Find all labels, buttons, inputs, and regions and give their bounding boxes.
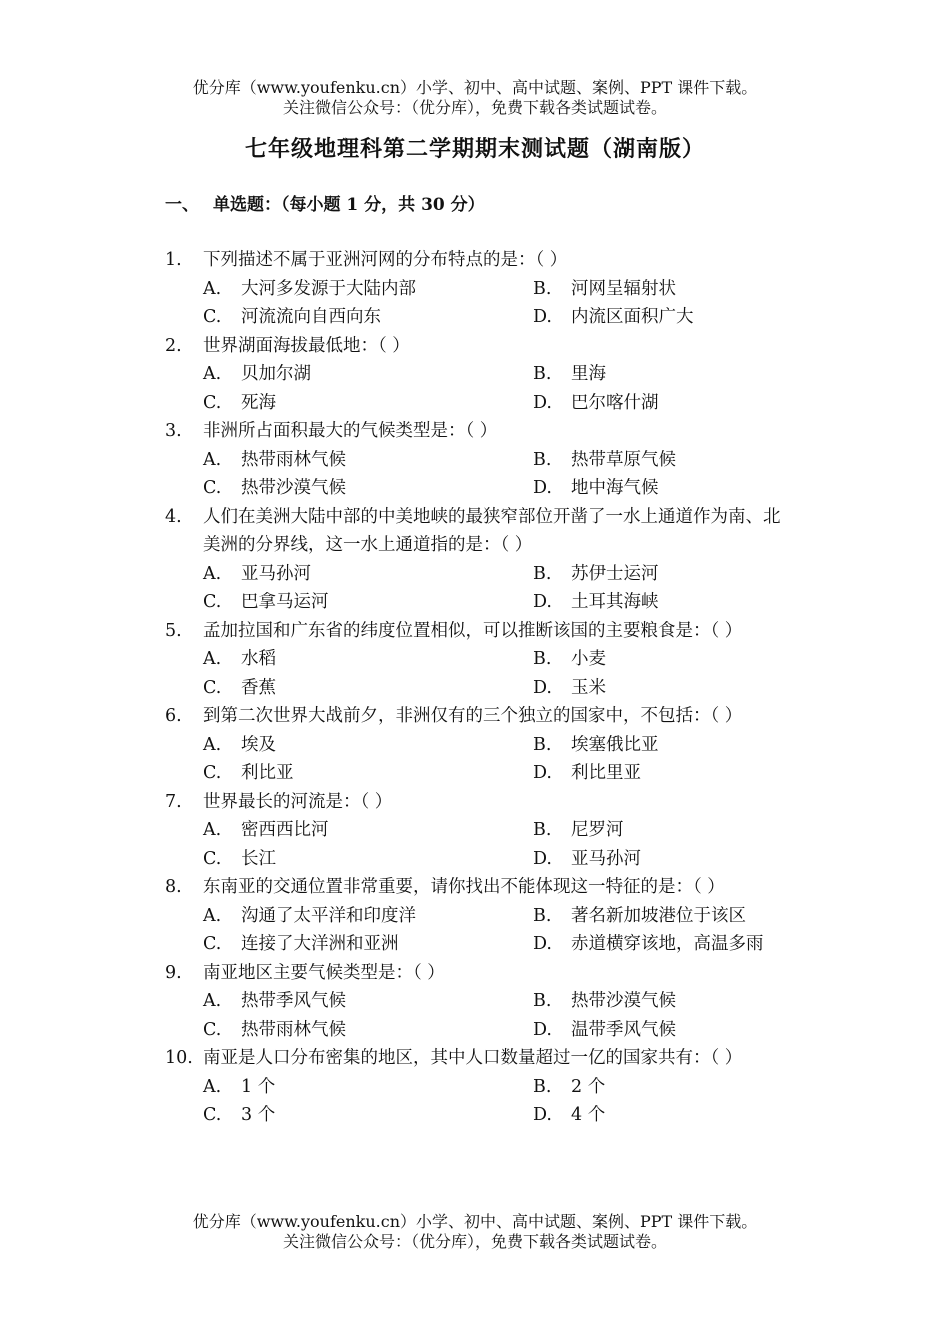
option-b: B. 热带沙漠气候: [533, 991, 676, 1011]
option-b: B. 热带草原气候: [533, 449, 676, 470]
option-b: B. 埃塞俄比亚: [533, 734, 659, 755]
option-c: C. 巴拿马运河: [203, 592, 329, 612]
header-line-1: 优分库（www.youfenku.cn）小学、初中、高中试题、案例、PPT 课件下载。: [192, 78, 758, 97]
option-c: C. 连接了大洋洲和亚洲: [203, 934, 399, 954]
option-d: D. 4 个: [533, 1105, 606, 1125]
section-label: 单选题：（每小题 1 分，共 30 分）: [213, 195, 485, 215]
option-a: A. 大河多发源于大陆内部: [203, 278, 416, 299]
option-a: A. 热带季风气候: [203, 991, 346, 1011]
option-b: B. 小麦: [533, 649, 606, 669]
option-d: D. 内流区面积广大: [533, 307, 694, 327]
question-text: 孟加拉国和广东省的纬度位置相似，可以推断该国的主要粮食是：（ ）: [203, 620, 743, 641]
option-b: B. 2 个: [533, 1076, 606, 1097]
question-number: 3.: [165, 421, 182, 441]
question-text: 世界最长的河流是：（ ）: [203, 791, 393, 812]
option-a: A. 密西西比河: [203, 820, 329, 840]
page-header: [0, 78, 950, 118]
page-footer: [0, 1212, 950, 1252]
footer-line-2: 关注微信公众号：（优分库），免费下载各类试题试卷。: [282, 1232, 667, 1251]
option-b: B. 苏伊士运河: [533, 563, 659, 584]
question-10: [165, 1044, 790, 1130]
option-a: A. 亚马孙河: [203, 563, 311, 584]
question-list: [165, 246, 790, 1130]
question-number: 9.: [165, 962, 182, 983]
option-d: D. 玉米: [533, 677, 606, 698]
question-text: 世界湖面海拔最低地：（ ）: [203, 335, 410, 356]
option-d: D. 亚马孙河: [533, 848, 641, 869]
question-number: 2.: [165, 335, 182, 356]
option-d: D. 巴尔喀什湖: [533, 392, 659, 413]
option-a: A. 沟通了太平洋和印度洋: [203, 905, 416, 926]
option-c: C. 热带雨林气候: [203, 1019, 346, 1040]
question-1: [165, 246, 790, 332]
footer-line-1: 优分库（www.youfenku.cn）小学、初中、高中试题、案例、PPT 课件下载。: [192, 1212, 758, 1231]
option-a: A. 1 个: [203, 1076, 276, 1097]
question-5: [165, 617, 790, 703]
question-number: 7.: [165, 791, 182, 812]
question-7: [165, 788, 790, 874]
option-c: C. 3 个: [203, 1105, 276, 1125]
option-c: C. 利比亚: [203, 763, 294, 783]
question-8: [165, 873, 790, 959]
option-c: C. 长江: [203, 848, 276, 869]
option-d: D. 土耳其海峡: [533, 592, 659, 612]
section-number: 一、: [165, 195, 199, 215]
question-2: [165, 332, 790, 418]
option-c: C. 热带沙漠气候: [203, 478, 346, 498]
question-6: [165, 702, 790, 788]
question-3: [165, 417, 790, 503]
option-a: A. 埃及: [203, 734, 276, 755]
question-text: 南亚地区主要气候类型是：（ ）: [203, 962, 445, 983]
section-heading: [165, 190, 485, 215]
question-number: 6.: [165, 706, 182, 726]
question-number: 8.: [165, 877, 182, 897]
question-text: 非洲所占面积最大的气候类型是：（ ）: [203, 421, 498, 441]
question-text: 人们在美洲大陆中部的中美地峡的最狭窄部位开凿了一水上通道作为南、北美洲的分界线，这一水上通道指的是：（ ）: [203, 506, 781, 555]
question-number: 1.: [165, 250, 182, 270]
option-a: A. 贝加尔湖: [203, 364, 311, 384]
question-4: [165, 503, 790, 617]
option-d: D. 利比里亚: [533, 763, 641, 783]
option-b: B. 里海: [533, 364, 606, 384]
option-b: B. 著名新加坡港位于该区: [533, 905, 746, 926]
header-line-2: 关注微信公众号：（优分库），免费下载各类试题试卷。: [282, 98, 667, 117]
option-d: D. 赤道横穿该地，高温多雨: [533, 934, 764, 954]
option-d: D. 温带季风气候: [533, 1019, 676, 1040]
option-b: B. 尼罗河: [533, 820, 624, 840]
option-c: C. 香蕉: [203, 677, 276, 698]
question-text: 到第二次世界大战前夕，非洲仅有的三个独立的国家中，不包括：（ ）: [203, 706, 743, 726]
option-c: C. 河流流向自西向东: [203, 307, 381, 327]
question-text: 南亚是人口分布密集的地区，其中人口数量超过一亿的国家共有：（ ）: [203, 1048, 743, 1068]
question-text: 下列描述不属于亚洲河网的分布特点的是：（ ）: [203, 250, 568, 270]
option-d: D. 地中海气候: [533, 478, 659, 498]
question-text: 东南亚的交通位置非常重要，请你找出不能体现这一特征的是：（ ）: [203, 877, 725, 897]
question-9: [165, 959, 790, 1045]
option-a: A. 水稻: [203, 649, 276, 669]
page-title: 七年级地理科第二学期期末测试题（湖南版）: [244, 136, 705, 162]
option-a: A. 热带雨林气候: [203, 449, 346, 470]
question-number: 4.: [165, 506, 182, 527]
option-c: C. 死海: [203, 392, 276, 413]
question-number: 10.: [165, 1048, 193, 1068]
option-b: B. 河网呈辐射状: [533, 278, 676, 299]
question-number: 5.: [165, 620, 182, 641]
